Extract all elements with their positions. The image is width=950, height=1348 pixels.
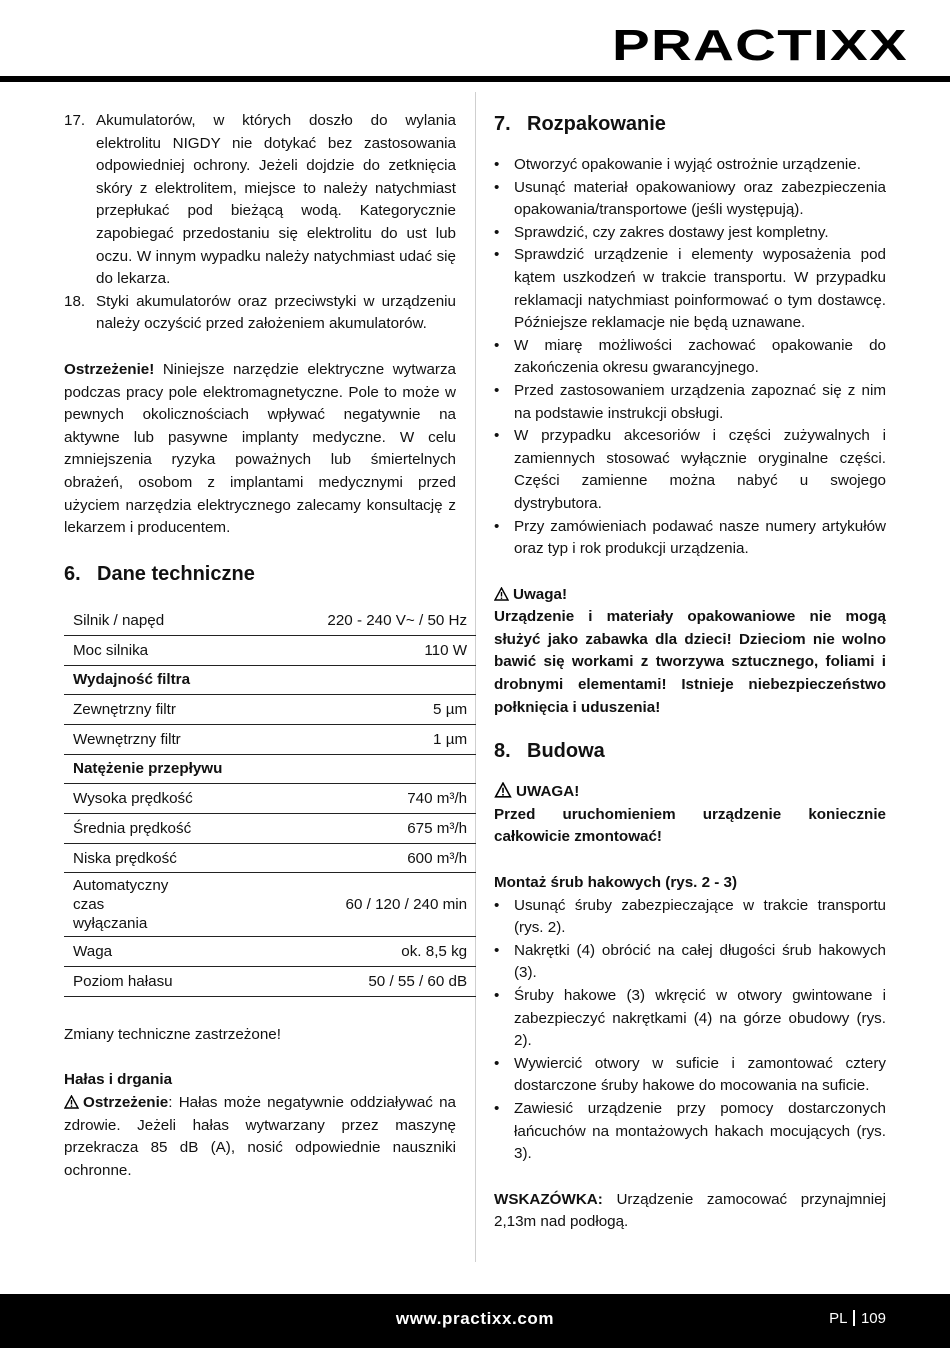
assembly-warning-heading (494, 781, 886, 804)
section-number: 6. (64, 562, 81, 585)
brand-logo-text: PRACTIXX (612, 21, 908, 70)
spec-value: 220 - 240 V~ / 50 Hz (318, 606, 476, 636)
spec-row (64, 635, 476, 665)
assembly-warning-title: UWAGA! (516, 783, 580, 801)
list-item: • Wywiercić otwory w suficie i zamontować cztery dostarczone śruby hakowe do mocowania na suficie. (494, 1053, 886, 1098)
spec-label: Niska prędkość (64, 843, 318, 873)
warning-label: Ostrzeżenie! (64, 360, 155, 378)
section-number: 7. (494, 113, 511, 135)
list-item: • Sprawdzić, czy zakres dostawy jest kompletny. (494, 222, 886, 245)
spec-row (64, 873, 476, 937)
item-number: 17. (64, 112, 86, 129)
caution-text: Urządzenie i materiały opakowaniowe nie mogą służyć jako zabawka dla dzieci! Dzieciom nie wolno bawić się workami z tworzywa sztucznego, foliami i drobnymi elementami! Istnieje niebezpieczeństwo połknięcia i uduszenia! (494, 608, 886, 716)
noise-heading: Hałas i drgania (64, 1071, 173, 1089)
spec-group-header-row (64, 665, 476, 695)
spec-label: Poziom hałasu (64, 967, 318, 997)
hint-text: Urządzenie zamocować przynajmniej 2,13m nad podłogą. (494, 1190, 886, 1231)
emf-warning-paragraph (64, 359, 456, 540)
website-link[interactable]: www.practixx.com (395, 1309, 555, 1328)
spec-label: Wewnętrzny filtr (64, 724, 318, 754)
spec-value: 110 W (318, 635, 476, 665)
section-heading-unpacking (494, 110, 886, 138)
spec-row (64, 695, 476, 725)
spec-value: 50 / 55 / 60 dB (318, 967, 476, 997)
page-number: 109 (860, 1310, 886, 1327)
header-rule (0, 76, 950, 82)
spec-label: Silnik / napęd (64, 606, 318, 636)
page-indicator (829, 1308, 886, 1330)
mounting-heading: Montaż śrub hakowych (rys. 2 - 3) (494, 874, 738, 892)
noise-warning-paragraph (64, 1092, 456, 1182)
warning-triangle-icon (494, 587, 509, 601)
item-number: 18. (64, 292, 86, 310)
section-heading-technical-data (64, 560, 456, 588)
language-code: PL (829, 1310, 848, 1327)
footer-bar (0, 1294, 950, 1348)
spec-row (64, 784, 476, 814)
list-item: • Nakrętki (4) obrócić na całej długości śrub hakowych (3). (494, 940, 886, 985)
spec-label: Automatyczny czas wyłączania (64, 873, 318, 937)
spec-row (64, 967, 476, 997)
warning-text: Niniejsze narzędzie elektryczne wytwarza podczas pracy pole elektromagnetyczne. Pole to może w pewnych okolicznościach wpływać negatywnie na aktywne lub pasywne implanty medyczne. W celu zmniejszenia ryzyka poważnych lub śmiertelnych obrażeń, osobom z implantami medycznymi przed użyciem narzędzia elektrycznego zalecamy konsultację z lekarzem i producentem. (64, 360, 456, 537)
separator (853, 1310, 855, 1326)
battery-safety-list (64, 110, 456, 336)
list-item: • Otworzyć opakowanie i wyjąć ostrożnie urządzenie. (494, 154, 886, 177)
spec-label: Waga (64, 937, 318, 967)
hint-paragraph (494, 1189, 886, 1234)
right-column (494, 110, 886, 1234)
noise-warning-label: Ostrzeżenie (83, 1093, 169, 1111)
spec-row (64, 606, 476, 636)
spec-value (318, 754, 476, 784)
spec-label: Moc silnika (64, 635, 318, 665)
practixx-logo (612, 16, 912, 76)
spec-value: 740 m³/h (318, 784, 476, 814)
list-item (64, 291, 456, 336)
spec-value: 675 m³/h (318, 814, 476, 844)
mounting-list (494, 895, 886, 1166)
list-item (64, 110, 456, 291)
section-number: 8. (494, 740, 511, 763)
warning-triangle-icon (64, 1095, 79, 1109)
list-item: • Śruby hakowe (3) wkręcić w otwory gwintowane i zabezpieczyć nakrętkami (4) na górze obudowy (rys. 2). (494, 985, 886, 1053)
spec-label: Natężenie przepływu (64, 754, 318, 784)
list-item: • Przy zamówieniach podawać nasze numery artykułów oraz typ i rok produkcji urządzenia. (494, 516, 886, 561)
item-text: Akumulatorów, w których doszło do wylania elektrolitu NIGDY nie dotykać bez zastosowania odpowiedniej ochrony. Jeżeli dojdzie do zetknięcia skóry z elektrolitem, miejsce to należy natychmiast przepłukać pod bieżącą wodą. Kategorycznie zapobiegać przedostaniu się elektrolitu do ust lub oczu. W innym wypadku należy natychmiast udać się do lekarza. (96, 112, 456, 288)
list-item: • Usunąć śruby zabezpieczające w trakcie transportu (rys. 2). (494, 895, 886, 940)
spec-value: 600 m³/h (318, 843, 476, 873)
spec-group-header-row (64, 754, 476, 784)
spec-label: Zewnętrzny filtr (64, 695, 318, 725)
list-item: • Sprawdzić urządzenie i elementy wyposażenia pod kątem uszkodzeń w trakcie transportu. W przypadku reklamacji natychmiast poinformować o tym dostawcę. Późniejsze reklamacje nie będą uznawane. (494, 244, 886, 334)
list-item: • W przypadku akcesoriów i części zużywalnych i zamiennych stosować wyłącznie oryginalne części. Części zamienne można nabyć u swojego dystrybutora. (494, 425, 886, 515)
left-column (64, 110, 468, 1182)
caution-heading (494, 584, 886, 607)
spec-value: 5 µm (318, 695, 476, 725)
section-heading-construction (494, 737, 886, 765)
technical-changes-note: Zmiany techniczne zastrzeżone! (64, 1025, 281, 1043)
spec-value (318, 665, 476, 695)
section-title: Budowa (527, 740, 605, 763)
caution-title: Uwaga! (513, 585, 568, 603)
spec-value: 1 µm (318, 724, 476, 754)
noise-warning-text: : Hałas może negatywnie oddziaływać na zdrowie. Jeżeli hałas wytwarzany przez maszynę przekracza 85 dB (A), nosić odpowiednie nauszniki ochronne. (64, 1093, 456, 1179)
item-text: Styki akumulatorów oraz przeciwstyki w urządzeniu należy oczyścić przed założeniem akumulatorów. (96, 292, 456, 333)
spec-value: ok. 8,5 kg (318, 937, 476, 967)
spec-value: 60 / 120 / 240 min (318, 873, 476, 937)
hint-label: WSKAZÓWKA: (494, 1190, 603, 1208)
list-item: • Zawiesić urządzenie przy pomocy dostarczonych łańcuchów na montażowych hakach mocujących (rys. 3). (494, 1098, 886, 1166)
spec-row (64, 724, 476, 754)
spec-label: Wysoka prędkość (64, 784, 318, 814)
warning-triangle-icon (494, 782, 512, 798)
spec-row (64, 937, 476, 967)
list-item: • W miarę możliwości zachować opakowanie do zakończenia okresu gwarancyjnego. (494, 335, 886, 380)
list-item: • Usunąć materiał opakowaniowy oraz zabezpieczenia opakowania/transportowe (jeśli występują). (494, 177, 886, 222)
spec-label: Wydajność filtra (64, 665, 318, 695)
list-item: • Przed zastosowaniem urządzenia zapoznać się z nim na podstawie instrukcji obsługi. (494, 380, 886, 425)
spec-row (64, 814, 476, 844)
section-title: Rozpakowanie (527, 113, 666, 135)
spec-label: Średnia prędkość (64, 814, 318, 844)
assembly-warning-text: Przed uruchomieniem urządzenie koniecznie całkowicie zmontować! (494, 805, 886, 846)
unpacking-list (494, 154, 886, 561)
technical-data-table (64, 606, 476, 997)
section-title: Dane techniczne (97, 562, 255, 585)
spec-row (64, 843, 476, 873)
